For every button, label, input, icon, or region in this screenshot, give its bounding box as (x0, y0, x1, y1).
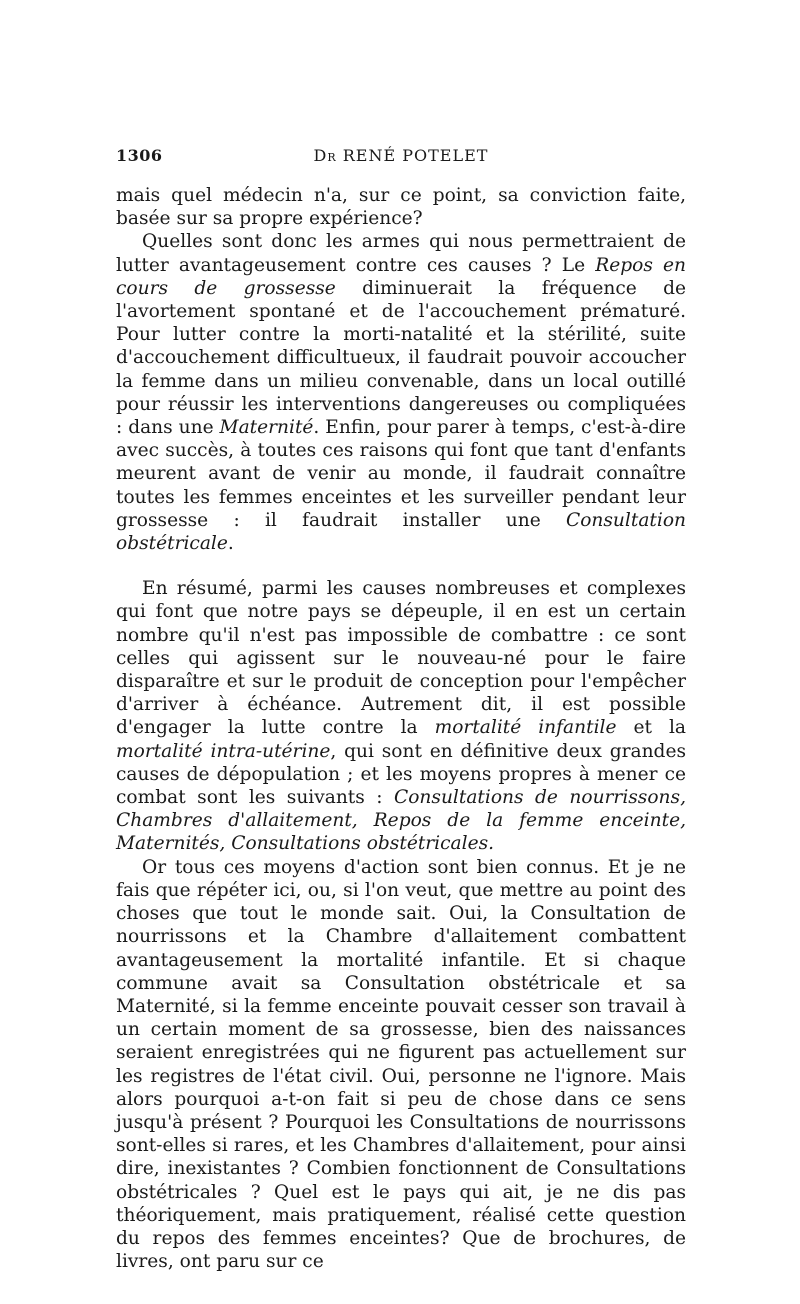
italic-run: Maternité (219, 417, 314, 439)
paragraph-3 (116, 577, 686, 855)
paragraph-2 (116, 230, 686, 555)
paragraph-1 (116, 184, 686, 230)
italic-run: mortalité intra-utérine (116, 740, 331, 762)
text-run: mais quel médecin n'a, sur ce point, sa conviction faite, basée sur sa propre expérience? (116, 185, 686, 230)
text-run: et la (616, 717, 686, 739)
italic-run: mortalité infantile (434, 717, 617, 739)
text-run: . Enfin, pour parer à temps, c'est-à-dire avec succès, à toutes ces raisons qui font que tant d'enfants meurent avant de venir au monde, il faudrait connaître toutes les femmes enceintes et les surveiller pendant leur grossesse : il faudrait installer une (116, 417, 686, 531)
italic-run: Consultation obstétricale (116, 509, 686, 555)
text-run: En résumé, parmi les causes nombreuses et complexes qui font que notre pays se dépeuple, il en est un certain nombre qu'il n'est pas impossible de combattre : ce sont celles qui agissent sur le nouveau-né pour le faire disparaître et sur le produit de conception pour l'empêcher d'arriver à échéance. Autrement dit, il est possible d'engager la lutte contre la (116, 578, 686, 739)
text-run: diminuerait la fréquence de l'avortement spontané et de l'accouchement prématuré. Pour lutter contre la morti-natalité et la stérilité, suite d'accouchement difficultueux, il faudrait pouvoir accoucher la femme dans un milieu convenable, dans un local outillé pour réussir les interventions dangereuses ou compliquées : dans une (116, 277, 687, 439)
body-text (116, 184, 686, 1273)
page-number: 1306 (116, 146, 163, 165)
text-run: Quelles sont donc les armes qui nous permettraient de lutter avantageusement contre ces causes ? Le (116, 231, 686, 276)
running-header (116, 146, 686, 170)
text-run: , qui sont en définitive deux grandes causes de dépopulation ; et les moyens propres à mener ce combat sont les suivants : (116, 740, 686, 809)
book-page (116, 146, 686, 1273)
italic-run: Repos en cours de grossesse (116, 254, 686, 299)
italic-run: Consultations de nourrissons, Chambres d'allaitement, Repos de la femme enceinte, Maternités, Consultations obstétricales. (116, 787, 686, 855)
text-run: Or tous ces moyens d'action sont bien connus. Et je ne fais que répéter ici, ou, si l'on veut, que mettre au point des choses que tout le monde sait. Oui, la Consultation de nourrissons et la Chambre d'allaitement combattent avantageusement la mortalité infantile. Et si chaque commune avait sa Consultation obstétricale et sa Maternité, si la femme enceinte pouvait cesser son travail à un certain moment de sa grossesse, bien des naissances seraient enregistrées qui ne figurent pas actuellement sur les registres de l'état civil. Oui, personne ne l'ignore. Mais alors pourquoi a-t-on fait si peu de chose dans ce sens jusqu'à présent ? Pourquoi les Consultations de nourrissons sont-elles si rares, et les Chambres d'allaitement, pour ainsi dire, inexistantes ? Combien fonctionnent de Consultations obstétricales ? Quel est le pays qui ait, je ne dis pas théoriquement, mais pratiquement, réalisé cette question du repos des femmes enceintes? Que de brochures, de livres, ont paru sur ce (116, 856, 686, 1273)
paragraph-4 (116, 856, 686, 1274)
text-run: . (227, 533, 234, 555)
author-name: Dr RENÉ POTELET (313, 146, 489, 165)
